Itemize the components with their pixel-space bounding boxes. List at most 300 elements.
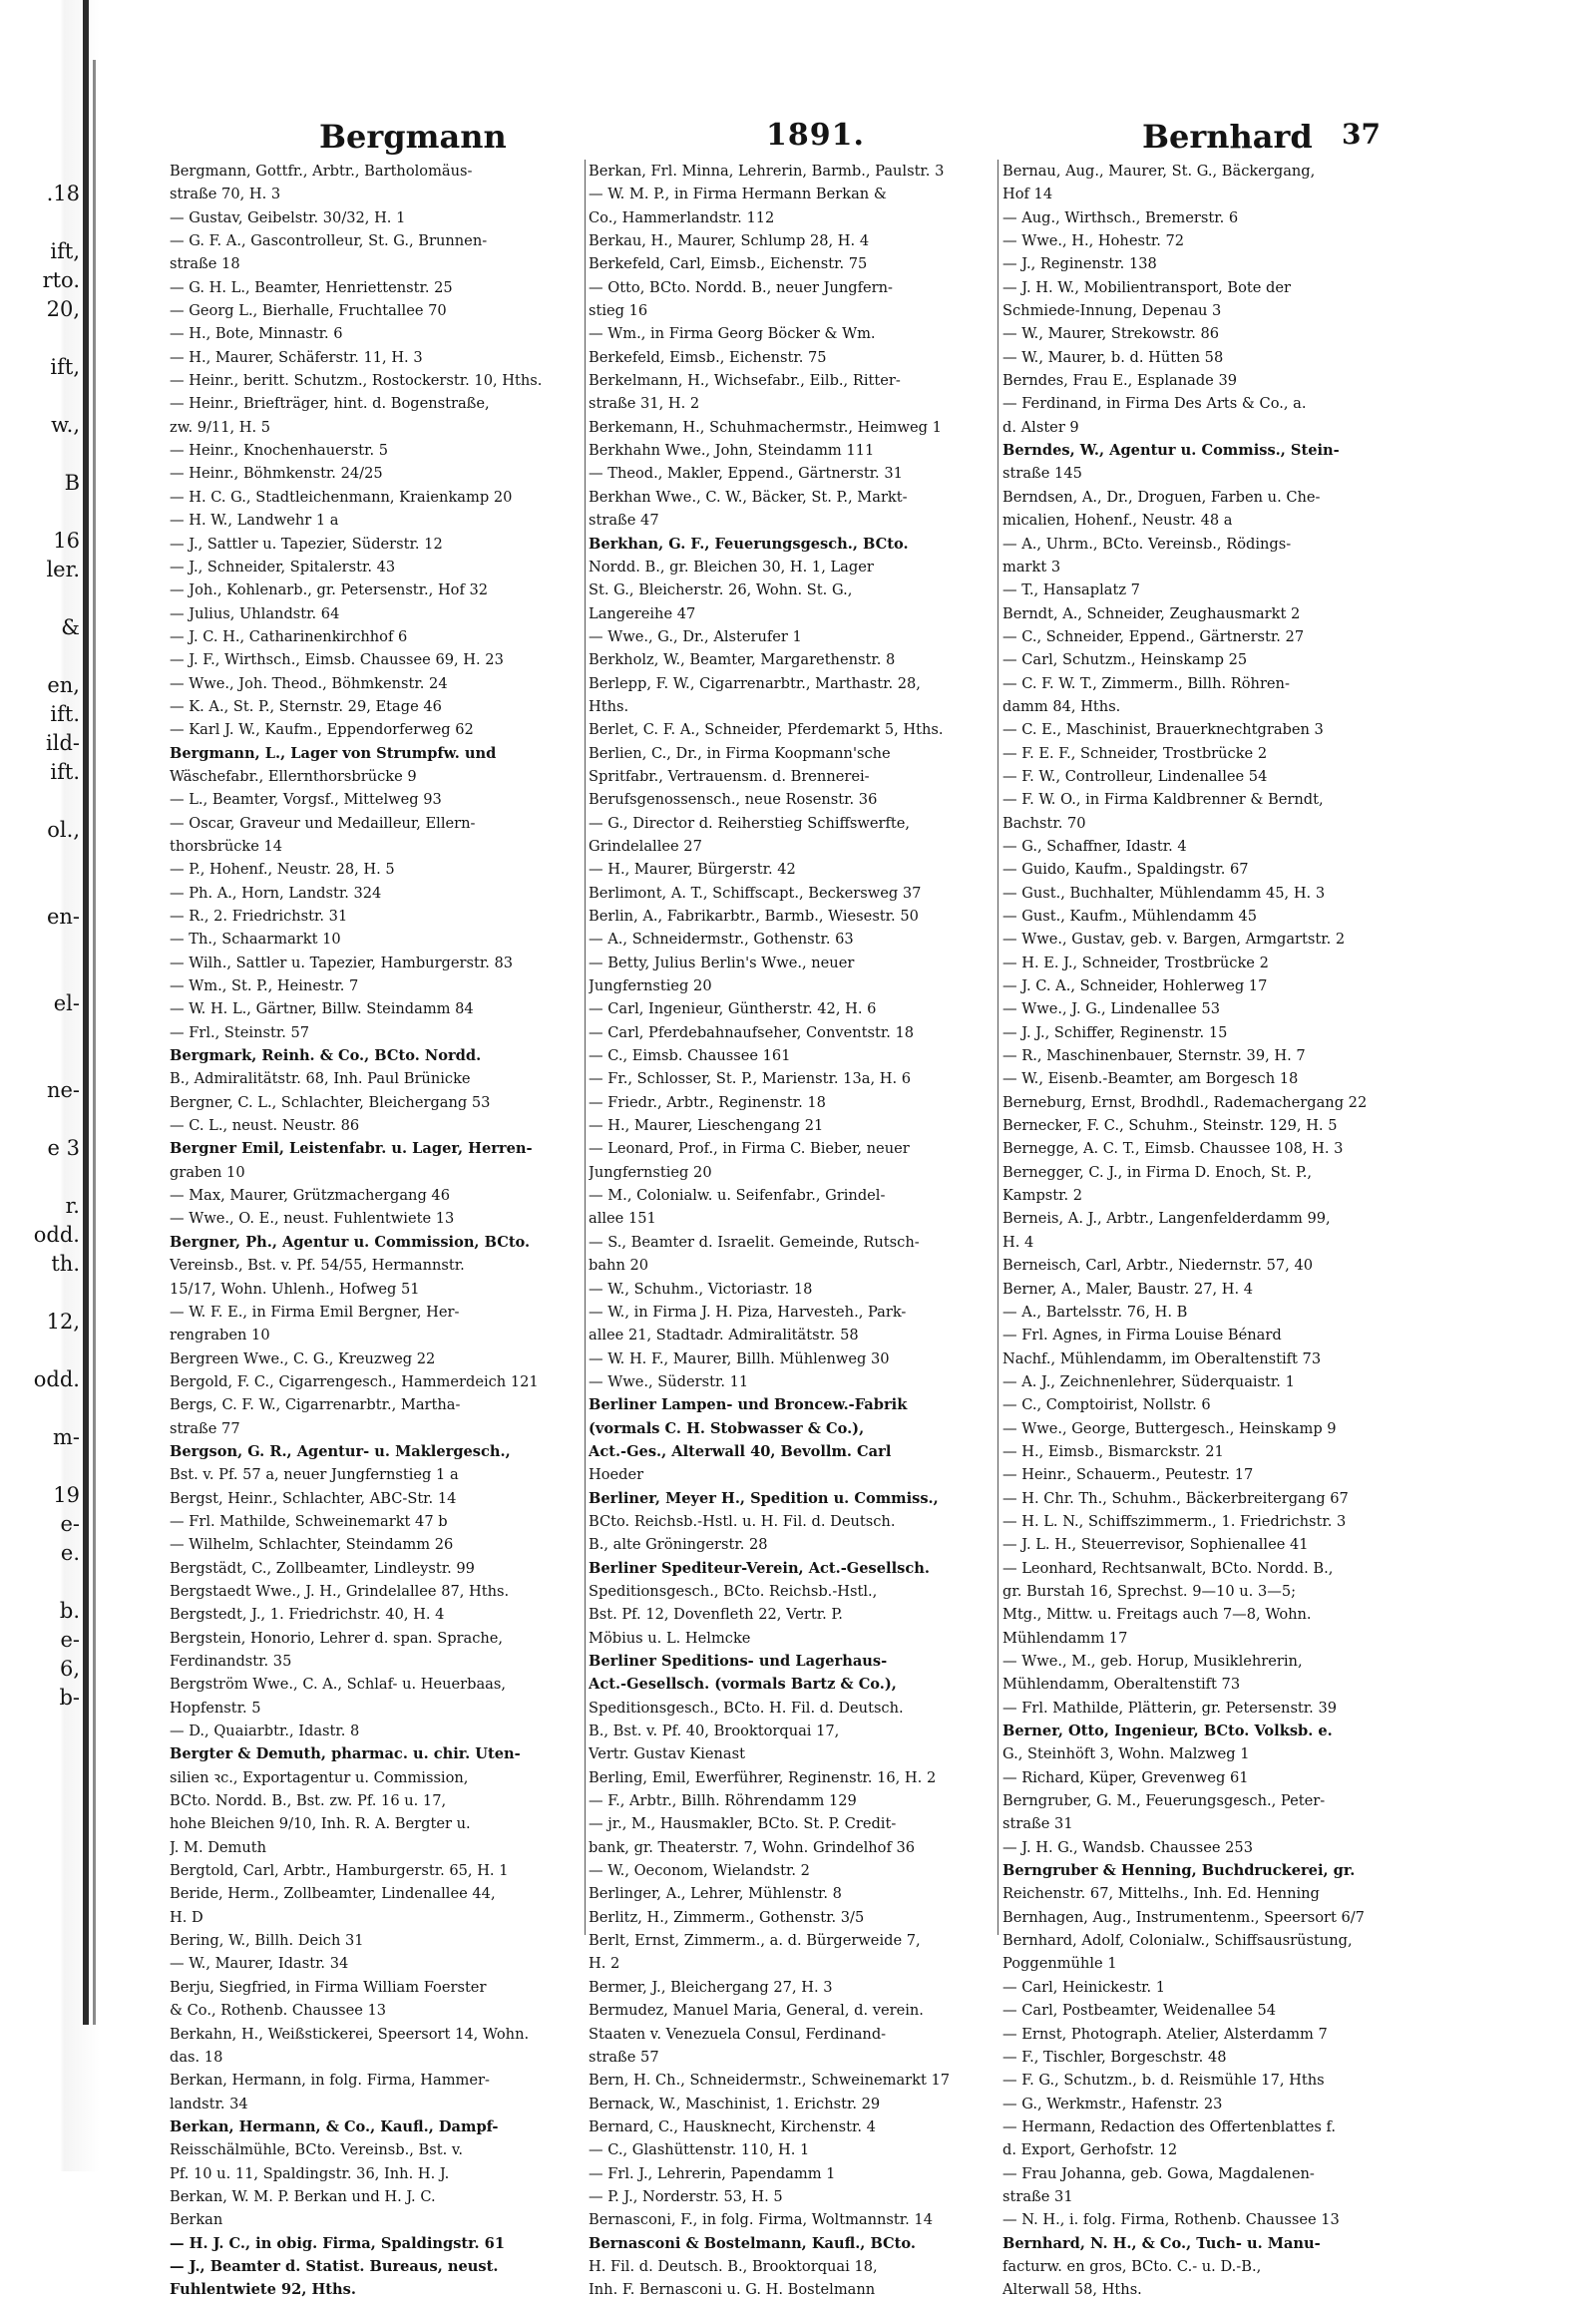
directory-entry-line: Inh. F. Bernasconi u. G. H. Bostelmann bbox=[589, 2281, 876, 2299]
directory-entry-line: Nachf., Mühlendamm, im Oberaltenstift 73 bbox=[1002, 1349, 1322, 1367]
directory-entry-line: Schmiede-Innung, Depenau 3 bbox=[1002, 302, 1222, 320]
directory-entry-line: — H. W., Landwehr 1 a bbox=[170, 512, 339, 530]
directory-entry-line: bank, gr. Theaterstr. 7, Wohn. Grindelhof 36 bbox=[589, 1838, 916, 1856]
directory-entry-line: Reichenstr. 67, Mittelhs., Inh. Ed. Henning bbox=[1002, 1885, 1320, 1903]
directory-entry-line: — J. F., Wirthsch., Eimsb. Chaussee 69, H. 23 bbox=[170, 651, 504, 669]
directory-entry-line: — Th., Schaarmarkt 10 bbox=[170, 931, 341, 949]
previous-page-fragment bbox=[0, 382, 80, 411]
directory-entry-line: — Ferdinand, in Firma Des Arts & Co., a. bbox=[1002, 395, 1307, 413]
previous-page-fragment: b- bbox=[59, 1686, 80, 1710]
directory-entry-line: & Co., Rothenb. Chaussee 13 bbox=[170, 2002, 387, 2020]
previous-page-fragment: el- bbox=[53, 991, 80, 1015]
directory-entry-line: Berlin, A., Fabrikarbtr., Barmb., Wiesestr. 50 bbox=[589, 908, 919, 925]
directory-entry-line: — H. J. C., in obig. Firma, Spaldingstr. 61 bbox=[170, 2234, 505, 2252]
directory-entry-line: Hof 14 bbox=[1002, 186, 1053, 203]
directory-entry-line: — P., Hohenf., Neustr. 28, H. 5 bbox=[170, 861, 395, 879]
previous-page-fragment: en- bbox=[46, 905, 80, 929]
directory-entry-line: Berkefeld, Eimsb., Eichenstr. 75 bbox=[589, 348, 827, 366]
directory-entry-line: Bernack, W., Maschinist, 1. Erichstr. 29 bbox=[589, 2095, 881, 2112]
directory-entry-line: straße 31, H. 2 bbox=[589, 395, 700, 413]
directory-entry-line: Berkhahn Wwe., John, Steindamm 111 bbox=[589, 442, 875, 460]
directory-entry-line: 15/17, Wohn. Uhlenh., Hofweg 51 bbox=[170, 1280, 420, 1298]
directory-entry-line: Bernhagen, Aug., Instrumentenm., Speersort 6/7 bbox=[1002, 1908, 1365, 1926]
previous-page-fragment: e- bbox=[60, 1628, 80, 1652]
directory-entry-line: Nordd. B., gr. Bleichen 30, H. 1, Lager bbox=[589, 558, 874, 576]
directory-entry-line: — W. F. E., in Firma Emil Bergner, Her- bbox=[170, 1303, 460, 1321]
directory-entry-line: silien ꝛc., Exportagentur u. Commission, bbox=[170, 1768, 469, 1786]
directory-entry-line: — C., Eimsb. Chaussee 161 bbox=[589, 1047, 791, 1065]
directory-entry-line: allee 21, Stadtadr. Admiralitätstr. 58 bbox=[589, 1327, 859, 1344]
directory-entry-line: — Joh., Kohlenarb., gr. Petersenstr., Hof 32 bbox=[170, 581, 489, 599]
directory-entry-line: Bergner, Ph., Agentur u. Commission, BCto. bbox=[170, 1233, 531, 1251]
directory-entry-line: Berndt, A., Schneider, Zeughausmarkt 2 bbox=[1002, 604, 1301, 622]
directory-entry-line: — F. E. F., Schneider, Trostbrücke 2 bbox=[1002, 744, 1268, 762]
directory-entry-line: straße 70, H. 3 bbox=[170, 186, 281, 203]
directory-entry-line: — T., Hansaplatz 7 bbox=[1002, 581, 1140, 599]
directory-entry-line: — H. C. G., Stadtleichenmann, Kraienkamp 20 bbox=[170, 488, 513, 506]
previous-page-fragment: ild- bbox=[46, 731, 80, 755]
directory-column-1 bbox=[170, 160, 579, 2302]
directory-entry-line: Fuhlentwiete 92, Hths. bbox=[170, 2281, 356, 2299]
directory-entry-line: das. 18 bbox=[170, 2048, 223, 2066]
directory-entry-line: Bergstaedt Wwe., J. H., Grindelallee 87, Hths. bbox=[170, 1582, 510, 1600]
directory-entry-line: — Wwe., J. G., Lindenallee 53 bbox=[1002, 1000, 1220, 1018]
previous-page-fragment: e- bbox=[60, 1512, 80, 1536]
book-spine-shadow bbox=[93, 60, 96, 2025]
directory-entry-line: Speditionsgesch., BCto. H. Fil. d. Deutsch. bbox=[589, 1699, 904, 1717]
directory-entry-line: allee 151 bbox=[589, 1210, 656, 1228]
directory-entry-line: — Gust., Kaufm., Mühlendamm 45 bbox=[1002, 908, 1258, 925]
directory-entry-line: — N. H., i. folg. Firma, Rothenb. Chaussee 13 bbox=[1002, 2211, 1340, 2229]
directory-entry-line: — Wilh., Sattler u. Tapezier, Hamburgerstr. 83 bbox=[170, 954, 514, 971]
previous-page-fragment: e 3 bbox=[47, 1136, 80, 1160]
directory-entry-line: Bergreen Wwe., C. G., Kreuzweg 22 bbox=[170, 1349, 436, 1367]
directory-entry-line: — J., Sattler u. Tapezier, Süderstr. 12 bbox=[170, 535, 443, 553]
previous-page-fragment bbox=[0, 1105, 80, 1134]
directory-entry-line: straße 47 bbox=[589, 512, 659, 530]
directory-entry-line: — W. H. F., Maurer, Billh. Mühlenweg 30 bbox=[589, 1349, 890, 1367]
directory-entry-line: Bergner Emil, Leistenfabr. u. Lager, Herren- bbox=[170, 1140, 533, 1158]
directory-entry-line: — Frl., Steinstr. 57 bbox=[170, 1023, 310, 1041]
previous-page-fragment: .18 bbox=[46, 182, 80, 205]
directory-entry-line: B., Admiralitätstr. 68, Inh. Paul Brünicke bbox=[170, 1070, 471, 1088]
directory-entry-line: d. Alster 9 bbox=[1002, 418, 1079, 436]
header-right-catchword: Bernhard bbox=[1142, 118, 1313, 156]
directory-entry-line: Bergs, C. F. W., Cigarrenarbtr., Martha- bbox=[170, 1396, 461, 1414]
directory-entry-line: — C. E., Maschinist, Brauerknechtgraben 3 bbox=[1002, 721, 1324, 739]
previous-page-fragment bbox=[0, 642, 80, 671]
directory-entry-line: — H., Eimsb., Bismarckstr. 21 bbox=[1002, 1442, 1224, 1460]
directory-entry-line: — H. Chr. Th., Schuhm., Bäckerbreitergang 67 bbox=[1002, 1489, 1349, 1507]
directory-entry-line: — J. H. G., Wandsb. Chaussee 253 bbox=[1002, 1838, 1253, 1856]
directory-entry-line: Bergold, F. C., Cigarrengesch., Hammerdeich 121 bbox=[170, 1372, 539, 1390]
directory-entry-line: — J. C. A., Schneider, Hohlerweg 17 bbox=[1002, 977, 1268, 995]
directory-entry-line: — F., Arbtr., Billh. Röhrendamm 129 bbox=[589, 1792, 857, 1810]
directory-entry-line: graben 10 bbox=[170, 1163, 245, 1181]
directory-entry-line: — R., 2. Friedrichstr. 31 bbox=[170, 908, 348, 925]
directory-entry-line: — Richard, Küper, Grevenweg 61 bbox=[1002, 1768, 1249, 1786]
directory-entry-line: Hopfenstr. 5 bbox=[170, 1699, 261, 1717]
directory-entry-line: Berlien, C., Dr., in Firma Koopmann'sche bbox=[589, 744, 891, 762]
directory-entry-line: — C. F. W. T., Zimmerm., Billh. Röhren- bbox=[1002, 674, 1290, 692]
directory-entry-line: — Guido, Kaufm., Spaldingstr. 67 bbox=[1002, 861, 1249, 879]
book-spine bbox=[83, 0, 89, 2025]
directory-entry-line: — F. W. O., in Firma Kaldbrenner & Berndt, bbox=[1002, 791, 1324, 809]
previous-page-fragment bbox=[0, 787, 80, 816]
previous-page-fragment: 6, bbox=[59, 1657, 80, 1681]
directory-entry-line: Bst. Pf. 12, Dovenfleth 22, Vertr. P. bbox=[589, 1606, 843, 1624]
previous-page-fragment: odd. bbox=[33, 1367, 80, 1391]
previous-page-fragment bbox=[0, 584, 80, 613]
directory-entry-line: — Heinr., Böhmkenstr. 24/25 bbox=[170, 465, 383, 483]
directory-entry-line: — Frl. Mathilde, Plätterin, gr. Petersenstr. 39 bbox=[1002, 1699, 1338, 1717]
previous-page-fragment bbox=[0, 1163, 80, 1192]
directory-entry-line: Co., Hammerlandstr. 112 bbox=[589, 208, 775, 226]
directory-entry-line: rengraben 10 bbox=[170, 1327, 270, 1344]
directory-entry-line: Bergst, Heinr., Schlachter, ABC-Str. 14 bbox=[170, 1489, 457, 1507]
directory-entry-line: Berkau, H., Maurer, Schlump 28, H. 4 bbox=[589, 232, 870, 250]
directory-entry-line: straße 18 bbox=[170, 255, 240, 273]
directory-entry-line: Pf. 10 u. 11, Spaldingstr. 36, Inh. H. J. bbox=[170, 2164, 450, 2182]
directory-entry-line: Speditionsgesch., BCto. Reichsb.-Hstl., bbox=[589, 1582, 878, 1600]
directory-entry-line: H. Fil. d. Deutsch. B., Brooktorquai 18, bbox=[589, 2257, 878, 2275]
directory-entry-line: — Leonhard, Rechtsanwalt, BCto. Nordd. B., bbox=[1002, 1559, 1334, 1577]
previous-page-fragment: rto. bbox=[42, 268, 80, 292]
directory-entry-line: H. 2 bbox=[589, 1955, 620, 1973]
directory-entry-line: — Wilhelm, Schlachter, Steindamm 26 bbox=[170, 1536, 454, 1554]
directory-entry-line: Bernau, Aug., Maurer, St. G., Bäckergang, bbox=[1002, 163, 1316, 180]
directory-entry-line: Langereihe 47 bbox=[589, 604, 696, 622]
directory-entry-line: zw. 9/11, H. 5 bbox=[170, 418, 271, 436]
column-rule bbox=[585, 160, 586, 1935]
directory-entry-line: thorsbrücke 14 bbox=[170, 837, 283, 855]
previous-page-fragment bbox=[0, 960, 80, 989]
directory-entry-line: — Friedr., Arbtr., Reginenstr. 18 bbox=[589, 1093, 826, 1111]
directory-entry-line: Berkholz, W., Beamter, Margarethenstr. 8 bbox=[589, 651, 896, 669]
directory-entry-line: Berliner Lampen- und Broncew.-Fabrik bbox=[589, 1396, 908, 1414]
directory-entry-line: H. 4 bbox=[1002, 1233, 1034, 1251]
directory-entry-line: — H., Bote, Minnastr. 6 bbox=[170, 325, 343, 343]
directory-entry-line: Berkemann, H., Schuhmachermstr., Heimweg 1 bbox=[589, 418, 942, 436]
directory-entry-line: Bachstr. 70 bbox=[1002, 814, 1086, 832]
directory-entry-line: Berngruber, G. M., Feuerungsgesch., Peter- bbox=[1002, 1792, 1326, 1810]
directory-entry-line: Bernecker, F. C., Schuhm., Steinstr. 129, H. 5 bbox=[1002, 1117, 1338, 1135]
directory-entry-line: Bernard, C., Hausknecht, Kirchenstr. 4 bbox=[589, 2117, 876, 2135]
directory-entry-line: Bermudez, Manuel Maria, General, d. verein. bbox=[589, 2002, 924, 2020]
directory-entry-line: — G., Schaffner, Idastr. 4 bbox=[1002, 837, 1187, 855]
directory-entry-line: — Wwe., Gustav, geb. v. Bargen, Armgartstr. 2 bbox=[1002, 931, 1346, 949]
directory-entry-line: — Wwe., Süderstr. 11 bbox=[589, 1372, 749, 1390]
directory-entry-line: — Frl. Mathilde, Schweinemarkt 47 b bbox=[170, 1512, 448, 1530]
header-left-catchword: Bergmann bbox=[319, 118, 507, 156]
directory-entry-line: — Heinr., Briefträger, hint. d. Bogenstraße, bbox=[170, 395, 490, 413]
directory-entry-line: BCto. Reichsb.-Hstl. u. H. Fil. d. Deutsch. bbox=[589, 1512, 896, 1530]
directory-entry-line: Poggenmühle 1 bbox=[1002, 1955, 1117, 1973]
directory-entry-line: Jungfernstieg 20 bbox=[589, 1163, 712, 1181]
previous-page-fragment bbox=[0, 440, 80, 469]
directory-entry-line: — M., Colonialw. u. Seifenfabr., Grindel- bbox=[589, 1187, 886, 1205]
directory-entry-line: — W. H. L., Gärtner, Billw. Steindamm 84 bbox=[170, 1000, 474, 1018]
previous-page-fragment bbox=[0, 874, 80, 903]
directory-entry-line: — J. C. H., Catharinenkirchhof 6 bbox=[170, 627, 408, 645]
directory-entry-line: — W., Eisenb.-Beamter, am Borgesch 18 bbox=[1002, 1070, 1299, 1088]
directory-entry-line: — L., Beamter, Vorgsf., Mittelweg 93 bbox=[170, 791, 442, 809]
directory-entry-line: Hoeder bbox=[589, 1466, 644, 1484]
directory-entry-line: landstr. 34 bbox=[170, 2095, 248, 2112]
directory-entry-line: — Wwe., M., geb. Horup, Musiklehrerin, bbox=[1002, 1653, 1303, 1670]
previous-page-fragment: & bbox=[61, 615, 80, 639]
directory-entry-line: — G., Werkmstr., Hafenstr. 23 bbox=[1002, 2095, 1223, 2112]
directory-entry-line: J. M. Demuth bbox=[170, 1838, 267, 1856]
directory-entry-line: — Aug., Wirthsch., Bremerstr. 6 bbox=[1002, 208, 1239, 226]
directory-entry-line: — W. M. P., in Firma Hermann Berkan & bbox=[589, 186, 887, 203]
directory-entry-line: Berlimont, A. T., Schiffscapt., Beckersweg 37 bbox=[589, 884, 922, 902]
directory-entry-line: Bernegger, C. J., in Firma D. Enoch, St. P., bbox=[1002, 1163, 1312, 1181]
directory-entry-line: Berner, Otto, Ingenieur, BCto. Volksb. e. bbox=[1002, 1723, 1333, 1740]
directory-entry-line: Berlt, Ernst, Zimmerm., a. d. Bürgerweide 7, bbox=[589, 1932, 921, 1950]
directory-entry-line: Möbius u. L. Helmcke bbox=[589, 1629, 751, 1647]
directory-entry-line: — F. G., Schutzm., b. d. Reismühle 17, Hths bbox=[1002, 2072, 1325, 2090]
directory-entry-line: Ferdinandstr. 35 bbox=[170, 1653, 292, 1670]
directory-entry-line: Bergson, G. R., Agentur- u. Maklergesch., bbox=[170, 1442, 511, 1460]
previous-page-fragment bbox=[0, 1279, 80, 1308]
directory-entry-line: — W., Oeconom, Wielandstr. 2 bbox=[589, 1862, 810, 1880]
directory-entry-line: — Gust., Buchhalter, Mühlendamm 45, H. 3 bbox=[1002, 884, 1326, 902]
directory-entry-line: Wäschefabr., Ellernthorsbrücke 9 bbox=[170, 767, 417, 785]
directory-entry-line: Bergmark, Reinh. & Co., BCto. Nordd. bbox=[170, 1047, 482, 1065]
directory-entry-line: stieg 16 bbox=[589, 302, 648, 320]
previous-page-fragment: ift, bbox=[50, 239, 80, 263]
directory-entry-line: Bernasconi & Bostelmann, Kaufl., BCto. bbox=[589, 2234, 916, 2252]
directory-entry-line: — C. L., neust. Neustr. 86 bbox=[170, 1117, 360, 1135]
directory-entry-line: — Heinr., Schauerm., Peutestr. 17 bbox=[1002, 1466, 1254, 1484]
previous-page-fragment: 12, bbox=[46, 1310, 80, 1334]
directory-entry-line: — W., in Firma J. H. Piza, Harvesteh., Park- bbox=[589, 1303, 907, 1321]
previous-page-fragment: ne- bbox=[46, 1078, 80, 1102]
directory-entry-line: Bergner, C. L., Schlachter, Bleichergang 53 bbox=[170, 1093, 491, 1111]
directory-entry-line: Berlitz, H., Zimmerm., Gothenstr. 3/5 bbox=[589, 1908, 865, 1926]
directory-entry-line: Berneisch, Carl, Arbtr., Niedernstr. 57, 40 bbox=[1002, 1257, 1314, 1275]
previous-page-fragment: r. bbox=[65, 1194, 80, 1218]
directory-entry-line: Berner, A., Maler, Baustr. 27, H. 4 bbox=[1002, 1280, 1254, 1298]
directory-entry-line: Berndsen, A., Dr., Droguen, Farben u. Che- bbox=[1002, 488, 1321, 506]
directory-entry-line: — G. F. A., Gascontrolleur, St. G., Brunnen- bbox=[170, 232, 488, 250]
directory-entry-line: Berju, Siegfried, in Firma William Foerster bbox=[170, 1978, 487, 1996]
previous-page-fragment bbox=[0, 1337, 80, 1365]
directory-entry-line: G., Steinhöft 3, Wohn. Malzweg 1 bbox=[1002, 1745, 1250, 1763]
directory-entry-line: facturw. en gros, BCto. C.- u. D.-B., bbox=[1002, 2257, 1262, 2275]
previous-page-fragment bbox=[0, 932, 80, 960]
directory-entry-line: — D., Quaiarbtr., Idastr. 8 bbox=[170, 1723, 360, 1740]
previous-page-fragment bbox=[0, 1018, 80, 1047]
directory-entry-line: Bering, W., Billh. Deich 31 bbox=[170, 1932, 364, 1950]
directory-entry-line: micalien, Hohenf., Neustr. 48 a bbox=[1002, 512, 1233, 530]
directory-entry-line: Berling, Emil, Ewerführer, Reginenstr. 16, H. 2 bbox=[589, 1768, 937, 1786]
directory-entry-line: Staaten v. Venezuela Consul, Ferdinand- bbox=[589, 2025, 887, 2043]
directory-entry-line: — A., Bartelsstr. 76, H. B bbox=[1002, 1303, 1188, 1321]
directory-entry-line: — Carl, Heinickestr. 1 bbox=[1002, 1978, 1166, 1996]
directory-entry-line: — Theod., Makler, Eppend., Gärtnerstr. 31 bbox=[589, 465, 903, 483]
directory-entry-line: straße 31 bbox=[1002, 1815, 1073, 1833]
directory-entry-line: Jungfernstieg 20 bbox=[589, 977, 712, 995]
directory-entry-line: Berkan, Hermann, & Co., Kaufl., Dampf- bbox=[170, 2117, 499, 2135]
directory-entry-line: Berufsgenossensch., neue Rosenstr. 36 bbox=[589, 791, 878, 809]
directory-entry-line: Berlinger, A., Lehrer, Mühlenstr. 8 bbox=[589, 1885, 842, 1903]
directory-entry-line: — Carl, Pferdebahnaufseher, Conventstr. 18 bbox=[589, 1023, 915, 1041]
directory-entry-line: Bergmann, L., Lager von Strumpfw. und bbox=[170, 744, 497, 762]
directory-entry-line: Berkan, Hermann, in folg. Firma, Hammer- bbox=[170, 2072, 490, 2090]
previous-page-fragment bbox=[0, 1452, 80, 1481]
previous-page-fragment: B bbox=[64, 471, 80, 495]
directory-column-3 bbox=[1002, 160, 1399, 2302]
directory-entry-line: — H. L. N., Schiffszimmerm., 1. Friedrichstr. 3 bbox=[1002, 1512, 1347, 1530]
directory-entry-line: Bernegge, A. C. T., Eimsb. Chaussee 108, H. 3 bbox=[1002, 1140, 1344, 1158]
directory-entry-line: — Max, Maurer, Grützmachergang 46 bbox=[170, 1187, 450, 1205]
directory-entry-line: straße 31 bbox=[1002, 2187, 1073, 2205]
directory-entry-line: — Gustav, Geibelstr. 30/32, H. 1 bbox=[170, 208, 406, 226]
directory-entry-line: — Wwe., Joh. Theod., Böhmkenstr. 24 bbox=[170, 674, 448, 692]
directory-entry-line: — Frl. J., Lehrerin, Papendamm 1 bbox=[589, 2164, 836, 2182]
directory-entry-line: Berliner Spediteur-Verein, Act.-Gesellsch. bbox=[589, 1559, 930, 1577]
directory-entry-line: — H., Maurer, Bürgerstr. 42 bbox=[589, 861, 796, 879]
directory-entry-line: Hths. bbox=[589, 697, 629, 715]
directory-entry-line: Mühlendamm, Oberaltenstift 73 bbox=[1002, 1676, 1241, 1694]
directory-entry-line: Act.-Ges., Alterwall 40, Bevollm. Carl bbox=[589, 1442, 892, 1460]
previous-page-fragment bbox=[0, 324, 80, 353]
previous-page-fragment: ift. bbox=[50, 760, 80, 784]
directory-entry-line: Bermer, J., Bleichergang 27, H. 3 bbox=[589, 1978, 833, 1996]
directory-entry-line: — jr., M., Hausmakler, BCto. St. P. Credit- bbox=[589, 1815, 897, 1833]
directory-entry-line: — Ernst, Photograph. Atelier, Alsterdamm 7 bbox=[1002, 2025, 1328, 2043]
directory-entry-line: Bernhard, N. H., & Co., Tuch- u. Manu- bbox=[1002, 2234, 1321, 2252]
directory-entry-line: — R., Maschinenbauer, Sternstr. 39, H. 7 bbox=[1002, 1047, 1306, 1065]
directory-entry-line: Bernhard, Adolf, Colonialw., Schiffsausrüstung, bbox=[1002, 1932, 1353, 1950]
directory-entry-line: Reisschälmühle, BCto. Vereinsb., Bst. v. bbox=[170, 2141, 464, 2159]
directory-entry-line: — F. W., Controlleur, Lindenallee 54 bbox=[1002, 767, 1268, 785]
directory-entry-line: — A. J., Zeichnenlehrer, Süderquaistr. 1 bbox=[1002, 1372, 1295, 1390]
directory-entry-line: — C., Schneider, Eppend., Gärtnerstr. 27 bbox=[1002, 627, 1305, 645]
directory-entry-line: Bst. v. Pf. 57 a, neuer Jungfernstieg 1 a bbox=[170, 1466, 459, 1484]
previous-page-fragment bbox=[0, 208, 80, 237]
directory-entry-line: Berkelmann, H., Wichsefabr., Eilb., Ritter- bbox=[589, 372, 901, 390]
directory-entry-line: Berkahn, H., Weißstickerei, Speersort 14, Wohn. bbox=[170, 2025, 530, 2043]
previous-page-margin bbox=[0, 180, 80, 1713]
directory-entry-line: bahn 20 bbox=[589, 1257, 649, 1275]
directory-entry-line: — Carl, Ingenieur, Güntherstr. 42, H. 6 bbox=[589, 1000, 877, 1018]
previous-page-fragment: 20, bbox=[46, 297, 80, 321]
directory-entry-line: — Julius, Uhlandstr. 64 bbox=[170, 604, 340, 622]
directory-entry-line: — Karl J. W., Kaufm., Eppendorferweg 62 bbox=[170, 721, 474, 739]
directory-entry-line: — Wwe., George, Buttergesch., Heinskamp 9 bbox=[1002, 1419, 1337, 1437]
previous-page-fragment: en, bbox=[47, 673, 80, 697]
page-header bbox=[160, 118, 1426, 158]
directory-entry-line: Kampstr. 2 bbox=[1002, 1187, 1083, 1205]
directory-entry-line: — K. A., St. P., Sternstr. 29, Etage 46 bbox=[170, 697, 442, 715]
directory-entry-line: — Frl. Agnes, in Firma Louise Bénard bbox=[1002, 1327, 1282, 1344]
directory-entry-line: — W., Schuhm., Victoriastr. 18 bbox=[589, 1280, 813, 1298]
directory-entry-line: — Hermann, Redaction des Offertenblattes f. bbox=[1002, 2117, 1337, 2135]
previous-page-fragment bbox=[0, 845, 80, 874]
page-number: 37 bbox=[1342, 118, 1381, 151]
directory-entry-line: Berndes, W., Agentur u. Commiss., Stein- bbox=[1002, 442, 1340, 460]
directory-entry-line: Berneburg, Ernst, Brodhdl., Rademachergang 22 bbox=[1002, 1093, 1368, 1111]
directory-entry-line: Berlepp, F. W., Cigarrenarbtr., Marthastr. 28, bbox=[589, 674, 921, 692]
directory-entry-line: — Heinr., beritt. Schutzm., Rostockerstr. 10, Hths. bbox=[170, 372, 543, 390]
previous-page-fragment: ler. bbox=[46, 558, 80, 581]
directory-entry-line: — W., Maurer, Strekowstr. 86 bbox=[1002, 325, 1220, 343]
directory-entry-line: Berndes, Frau E., Esplanade 39 bbox=[1002, 372, 1238, 390]
previous-page-fragment: th. bbox=[51, 1252, 80, 1276]
directory-entry-line: Berkan, W. M. P. Berkan und H. J. C. bbox=[170, 2187, 436, 2205]
directory-entry-line: Berkefeld, Carl, Eimsb., Eichenstr. 75 bbox=[589, 255, 868, 273]
directory-entry-line: Bern, H. Ch., Schneidermstr., Schweinemarkt 17 bbox=[589, 2072, 951, 2090]
directory-entry-line: Bergmann, Gottfr., Arbtr., Bartholomäus- bbox=[170, 163, 473, 180]
previous-page-fragment: ol., bbox=[47, 818, 80, 842]
directory-entry-line: Berkhan, G. F., Feuerungsgesch., BCto. bbox=[589, 535, 909, 553]
directory-column-2 bbox=[589, 160, 993, 2302]
directory-entry-line: Berkan bbox=[170, 2211, 223, 2229]
directory-entry-line: — H. E. J., Schneider, Trostbrücke 2 bbox=[1002, 954, 1269, 971]
header-year: 1891. bbox=[766, 118, 865, 153]
previous-page-fragment: odd. bbox=[33, 1223, 80, 1247]
directory-entry-line: markt 3 bbox=[1002, 558, 1061, 576]
directory-entry-line: Mtg., Mittw. u. Freitags auch 7—8, Wohn. bbox=[1002, 1606, 1312, 1624]
previous-page-fragment: 19 bbox=[53, 1483, 80, 1507]
previous-page-fragment: b. bbox=[59, 1599, 80, 1623]
directory-entry-line: Bergter & Demuth, pharmac. u. chir. Uten- bbox=[170, 1745, 521, 1763]
directory-entry-line: Spritfabr., Vertrauensm. d. Brennerei- bbox=[589, 767, 870, 785]
previous-page-fragment: 16 bbox=[53, 529, 80, 553]
directory-entry-line: — G. H. L., Beamter, Henriettenstr. 25 bbox=[170, 278, 453, 296]
directory-entry-line: Berkhan Wwe., C. W., Bäcker, St. P., Markt- bbox=[589, 488, 908, 506]
directory-entry-line: — J., Beamter d. Statist. Bureaus, neust. bbox=[170, 2257, 499, 2275]
directory-entry-line: — Ph. A., Horn, Landstr. 324 bbox=[170, 884, 382, 902]
directory-entry-line: Beride, Herm., Zollbeamter, Lindenallee 44, bbox=[170, 1885, 496, 1903]
directory-entry-line: Alterwall 58, Hths. bbox=[1002, 2281, 1142, 2299]
directory-entry-line: Act.-Gesellsch. (vormals Bartz & Co.), bbox=[589, 1676, 897, 1694]
directory-entry-line: Vereinsb., Bst. v. Pf. 54/55, Hermannstr. bbox=[170, 1257, 465, 1275]
directory-entry-line: straße 57 bbox=[589, 2048, 659, 2066]
previous-page-fragment bbox=[0, 1047, 80, 1076]
directory-entry-line: Bergström Wwe., C. A., Schlaf- u. Heuerbaas, bbox=[170, 1676, 507, 1694]
directory-entry-line: — C., Glashüttenstr. 110, H. 1 bbox=[589, 2141, 810, 2159]
directory-entry-line: hohe Bleichen 9/10, Inh. R. A. Bergter u. bbox=[170, 1815, 471, 1833]
directory-entry-line: — H., Maurer, Lieschengang 21 bbox=[589, 1117, 824, 1135]
directory-entry-line: — G., Director d. Reiherstieg Schiffswerfte, bbox=[589, 814, 911, 832]
previous-page-fragment bbox=[0, 498, 80, 527]
directory-entry-line: Berliner, Meyer H., Spedition u. Commiss., bbox=[589, 1489, 939, 1507]
directory-entry-line: — J. L. H., Steuerrevisor, Sophienallee 41 bbox=[1002, 1536, 1309, 1554]
directory-entry-line: (vormals C. H. Stobwasser & Co.), bbox=[589, 1419, 865, 1437]
directory-entry-line: — Wwe., O. E., neust. Fuhlentwiete 13 bbox=[170, 1210, 455, 1228]
directory-entry-line: damm 84, Hths. bbox=[1002, 697, 1121, 715]
directory-entry-line: Berneis, A. J., Arbtr., Langenfelderdamm 99, bbox=[1002, 1210, 1331, 1228]
directory-entry-line: — Wwe., H., Hohestr. 72 bbox=[1002, 232, 1185, 250]
directory-entry-line: d. Export, Gerhofstr. 12 bbox=[1002, 2141, 1178, 2159]
directory-entry-line: — J., Schneider, Spitalerstr. 43 bbox=[170, 558, 396, 576]
directory-entry-line: — Wm., St. P., Heinestr. 7 bbox=[170, 977, 359, 995]
directory-entry-line: — Betty, Julius Berlin's Wwe., neuer bbox=[589, 954, 855, 971]
directory-entry-line: — W., Maurer, Idastr. 34 bbox=[170, 1955, 349, 1973]
directory-entry-line: Berliner Speditions- und Lagerhaus- bbox=[589, 1653, 888, 1670]
directory-entry-line: Bergstein, Honorio, Lehrer d. span. Sprache, bbox=[170, 1629, 504, 1647]
directory-entry-line: — Heinr., Knochenhauerstr. 5 bbox=[170, 442, 389, 460]
directory-entry-line: — J. H. W., Mobilientransport, Bote der bbox=[1002, 278, 1291, 296]
previous-page-fragment: ift. bbox=[50, 702, 80, 726]
previous-page-fragment: m- bbox=[52, 1425, 80, 1449]
directory-entry-line: — A., Uhrm., BCto. Vereinsb., Rödings- bbox=[1002, 535, 1292, 553]
directory-entry-line: Mühlendamm 17 bbox=[1002, 1629, 1128, 1647]
